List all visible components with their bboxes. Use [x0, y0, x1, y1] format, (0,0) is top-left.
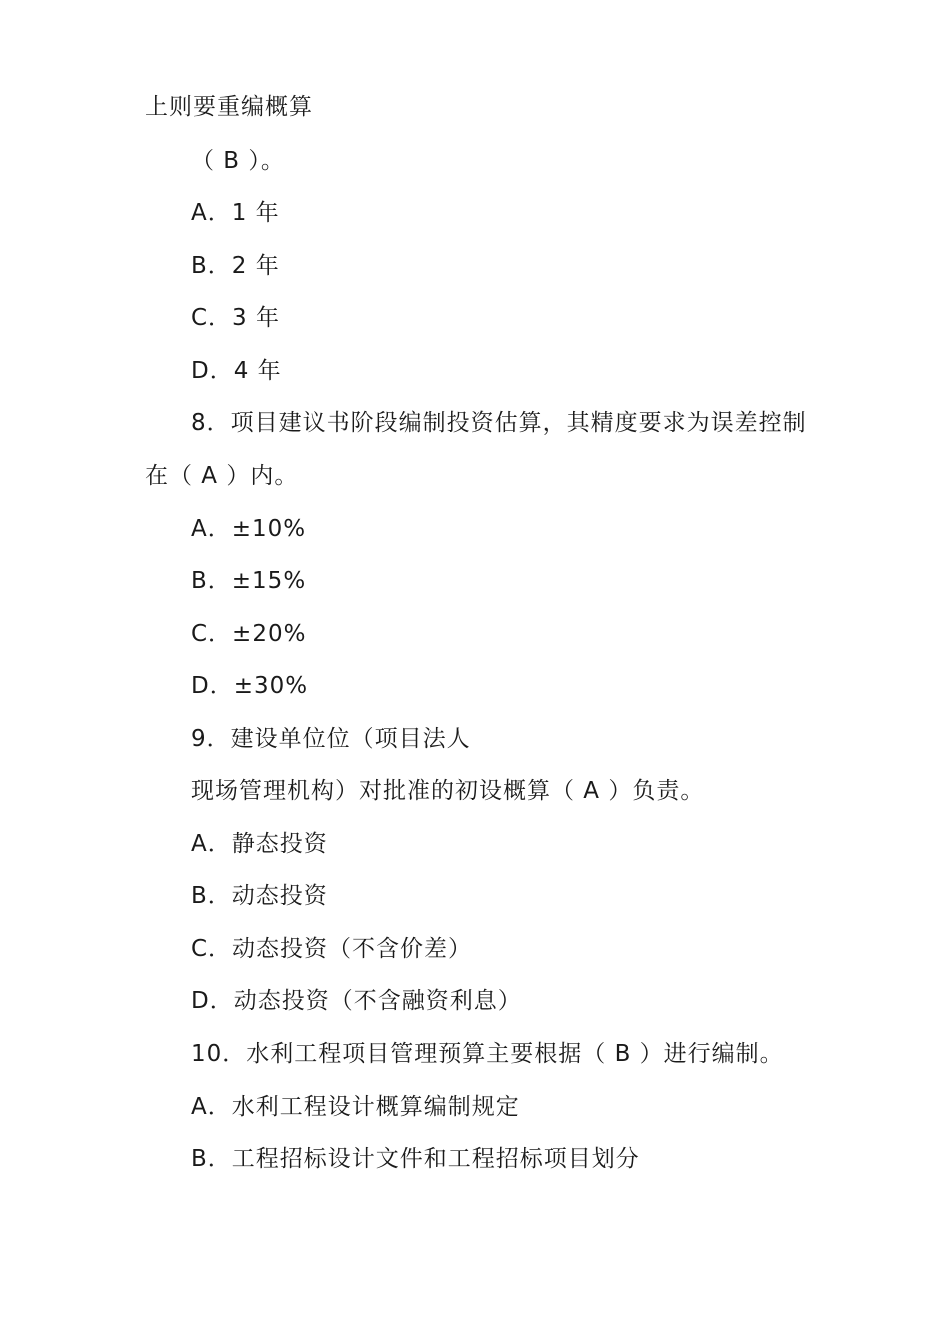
question-8: 8．项目建议书阶段编制投资估算，其精度要求为误差控制 [191, 410, 807, 436]
question-8-continued: 在（ A ）内。 [145, 463, 299, 489]
option-c: C．动态投资（不含价差） [191, 936, 473, 962]
option-a: A．水利工程设计概算编制规定 [191, 1094, 520, 1120]
option-b: B．±15% [191, 568, 307, 594]
option-b: B．工程招标设计文件和工程招标项目划分 [191, 1146, 640, 1172]
text-line: 上则要重编概算 [145, 94, 313, 120]
option-c: C．±20% [191, 621, 307, 647]
option-d: D．±30% [191, 673, 309, 699]
question-10: 10．水利工程项目管理预算主要根据（ B ）进行编制。 [191, 1041, 784, 1067]
option-a: A．±10% [191, 516, 307, 542]
question-9-continued: 现场管理机构）对批准的初设概算（ A ）负责。 [191, 778, 705, 804]
option-a: A．静态投资 [191, 831, 328, 857]
option-b: B．2 年 [191, 253, 280, 279]
option-a: A．1 年 [191, 200, 280, 226]
option-b: B．动态投资 [191, 883, 328, 909]
option-d: D．4 年 [191, 358, 282, 384]
answer-line: （ B ）。 [191, 148, 285, 174]
option-c: C．3 年 [191, 305, 281, 331]
option-d: D．动态投资（不含融资利息） [191, 988, 522, 1014]
question-9: 9．建设单位位（项目法人 [191, 726, 471, 752]
